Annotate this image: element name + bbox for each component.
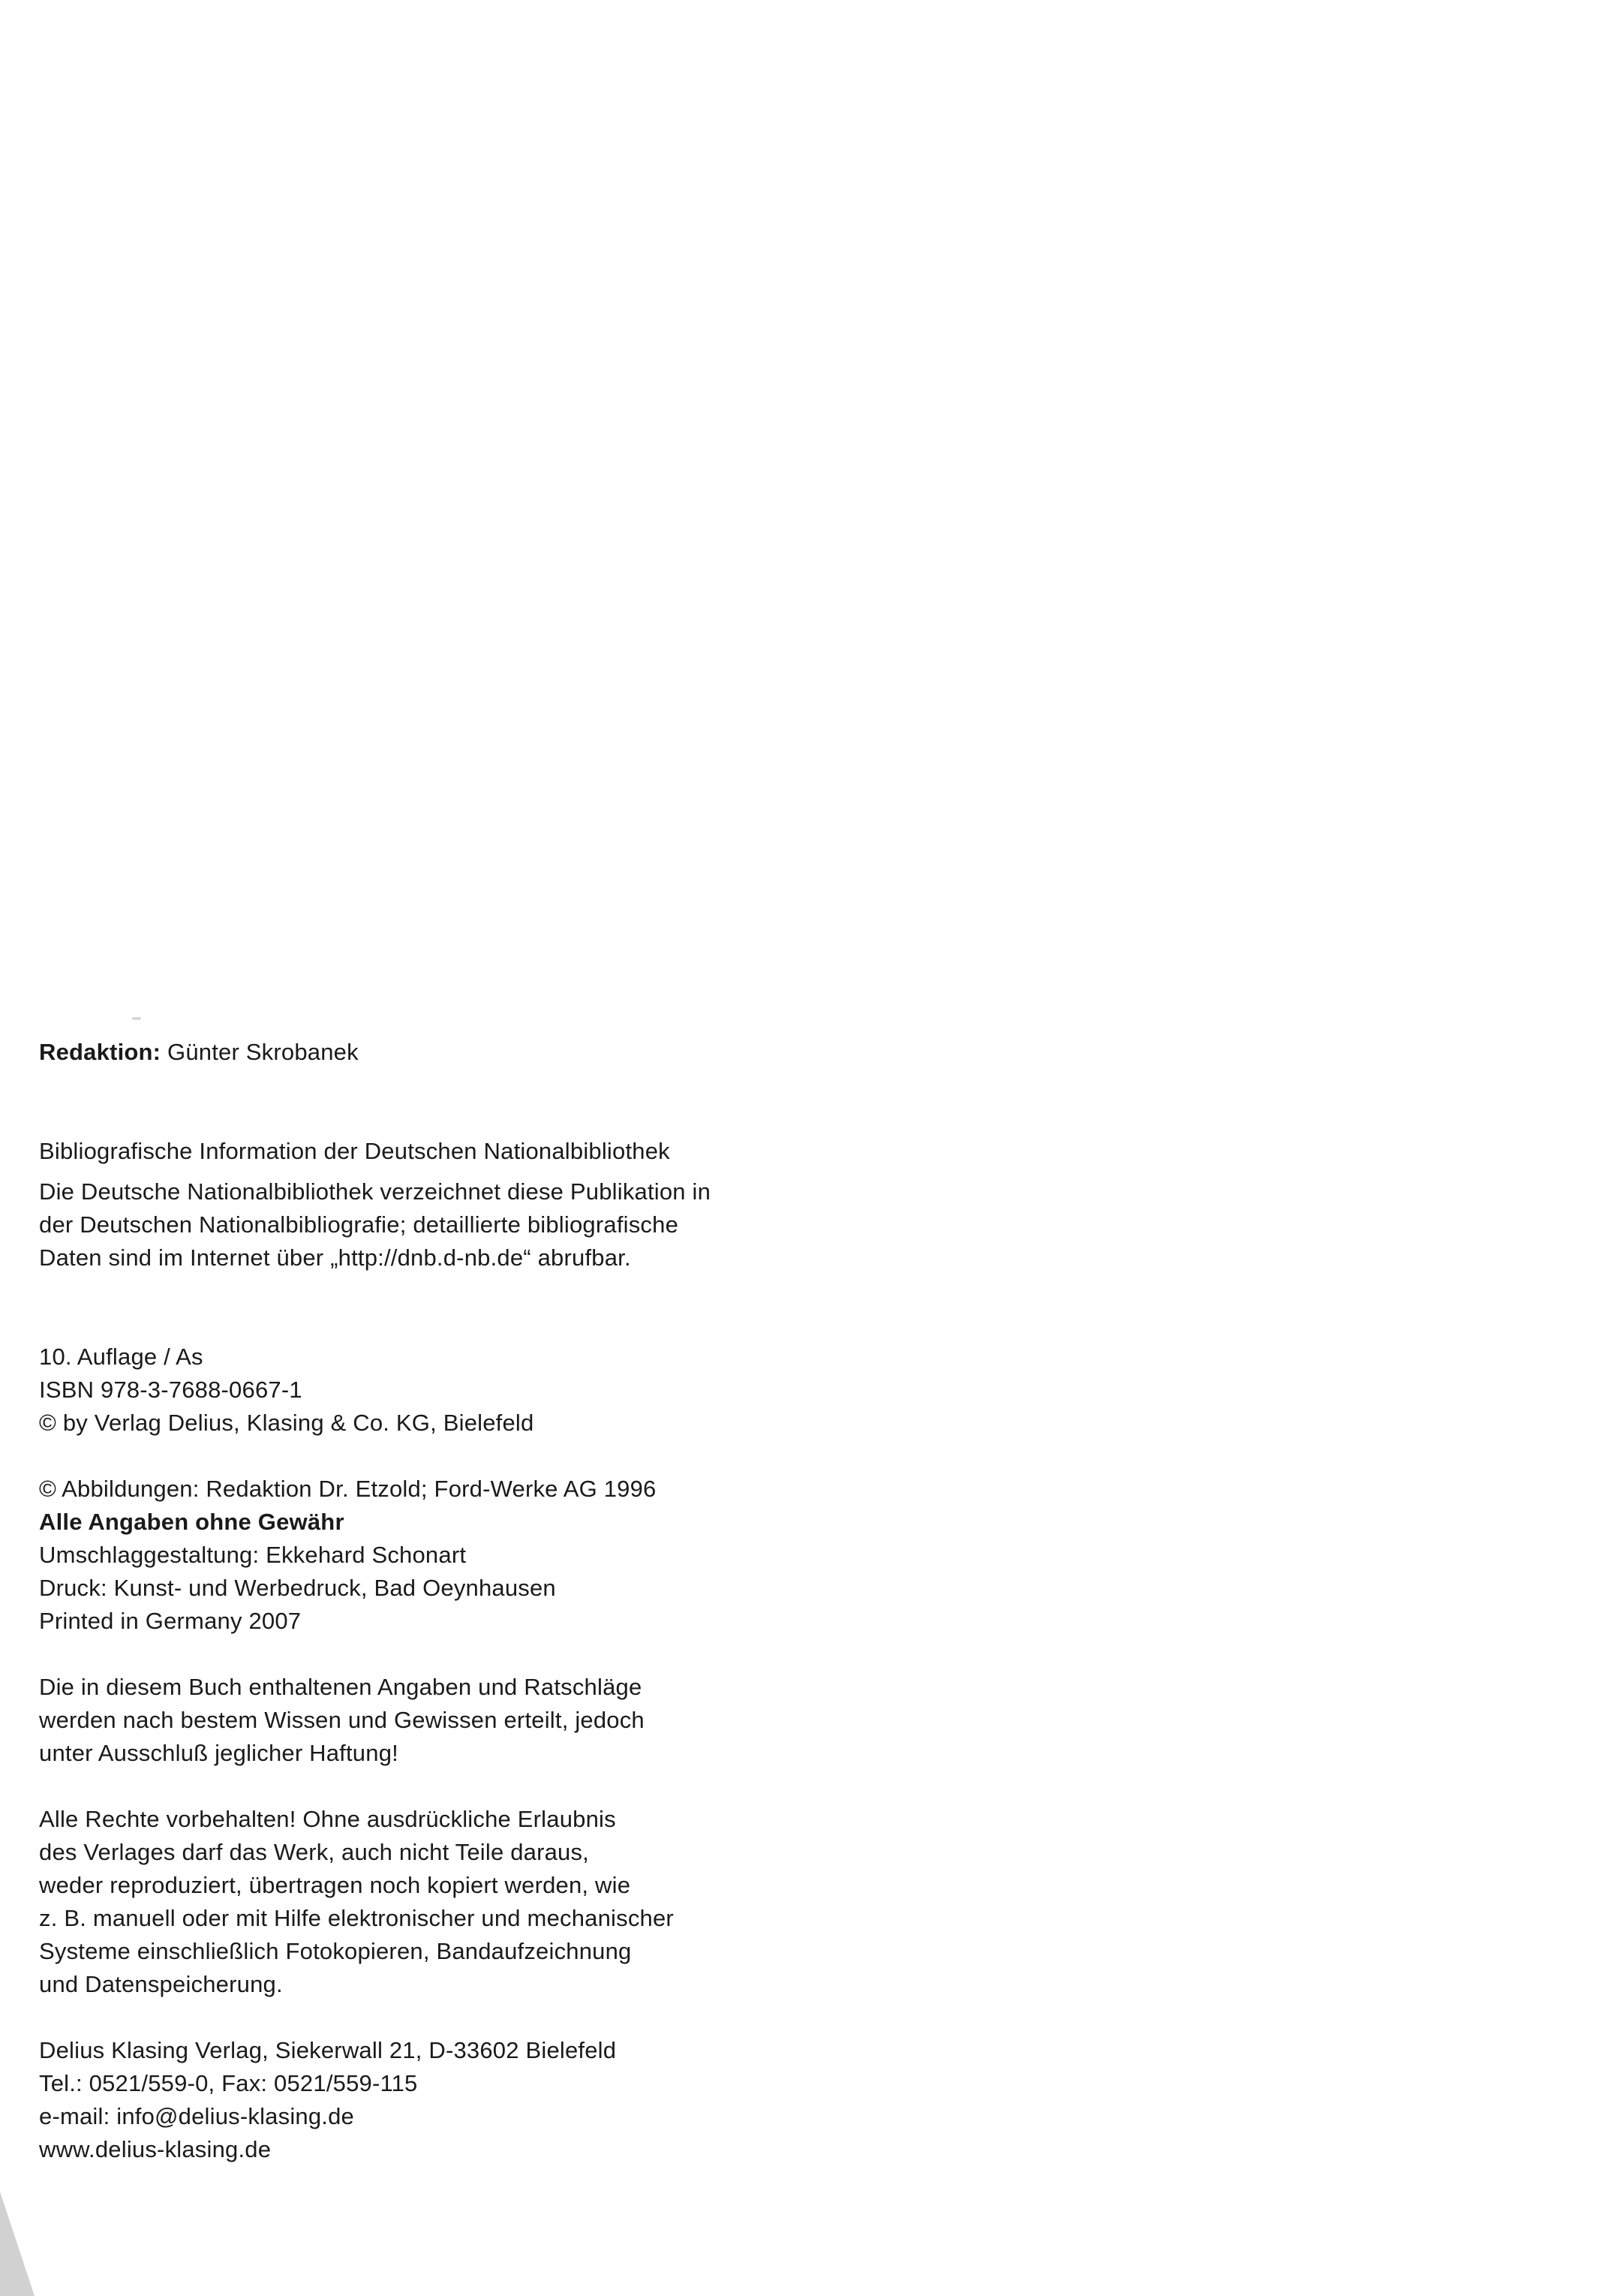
scan-edge-shadow [0,2192,35,2296]
contact-email: e-mail: info@delius-klasing.de [39,2103,354,2129]
disclaimer-line: werden nach bestem Wissen und Gewissen erteilt, jedoch [39,1707,645,1733]
bibliografie-line: Die Deutsche Nationalbibliothek verzeichnet diese Publikation in [39,1178,711,1205]
rights-line: und Datenspeicherung. [39,1971,283,1997]
disclaimer-line: Die in diesem Buch enthaltenen Angaben und Ratschläge [39,1674,642,1700]
isbn-line: ISBN 978-3-7688-0667-1 [39,1377,302,1403]
rights-line: Systeme einschließlich Fotokopieren, Bandaufzeichnung [39,1938,632,1964]
bibliografie-heading: Bibliografische Information der Deutschen Nationalbibliothek [39,1138,670,1164]
redaktion-name: Günter Skrobanek [167,1039,359,1065]
redaktion-label: Redaktion: [39,1039,161,1065]
scan-speck [132,1017,141,1020]
umschlag-line: Umschlaggestaltung: Ekkehard Schonart [39,1542,467,1568]
contact-web: www.delius-klasing.de [39,2136,272,2162]
auflage-line: 10. Auflage / As [39,1344,203,1370]
rights-line: z. B. manuell oder mit Hilfe elektronischer und mechanischer [39,1905,674,1931]
redaktion-line [39,1036,1090,1069]
disclaimer-line: unter Ausschluß jeglicher Haftung! [39,1740,398,1766]
gewaehr-line: Alle Angaben ohne Gewähr [39,1509,344,1535]
copyright-line: © by Verlag Delius, Klasing & Co. KG, Bielefeld [39,1410,534,1436]
bibliografie-line: Daten sind im Internet über „http://dnb.d-nb.de“ abrufbar. [39,1244,631,1271]
contact-address: Delius Klasing Verlag, Siekerwall 21, D-33602 Bielefeld [39,2037,617,2063]
printed-line: Printed in Germany 2007 [39,1608,302,1634]
druck-line: Druck: Kunst- und Werbedruck, Bad Oeynhausen [39,1575,556,1601]
contact-phone: Tel.: 0521/559-0, Fax: 0521/559-115 [39,2070,418,2096]
rights-line: Alle Rechte vorbehalten! Ohne ausdrückliche Erlaubnis [39,1806,616,1832]
abbildungen-line: © Abbildungen: Redaktion Dr. Etzold; Ford-Werke AG 1996 [39,1476,657,1502]
rights-line: weder reproduziert, übertragen noch kopiert werden, wie [39,1872,631,1898]
bibliografie-line: der Deutschen Nationalbibliografie; detaillierte bibliografische [39,1211,679,1238]
rights-line: des Verlages darf das Werk, auch nicht Teile daraus, [39,1839,589,1865]
imprint-block [39,1036,1090,2166]
